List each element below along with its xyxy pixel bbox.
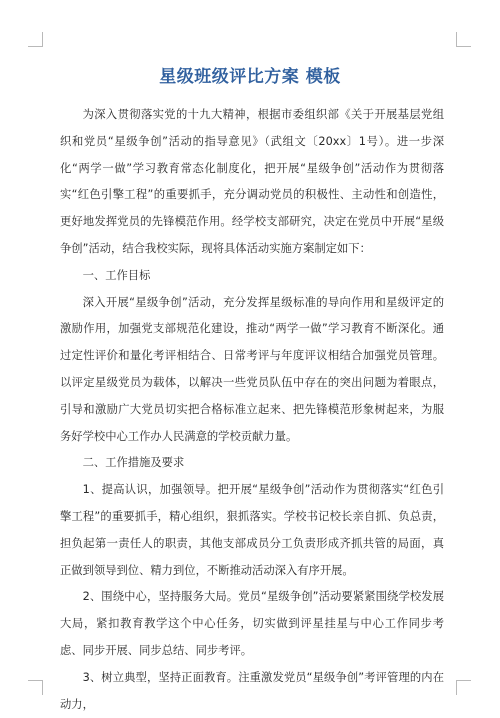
measure-item-1: 1、提高认识，加强领导。把开展“星级争创”活动作为贯彻落实“红色引擎工程”的重要抓手，精心组织，狠抓落实。学校书记校长亲自抓、负总责，担负起第一责任人的职责，其他支部成员分工负责形成齐抓共管的局面，真正做到领导到位、精力到位，不断推动活动深入有序开展。 [60,483,444,577]
section-heading-measures: 二、工作措施及要求 [82,456,185,470]
intro-paragraph: 为深入贯彻落实党的十九大精神，根据市委组织部《关于开展基层党组织和党员“星级争创”活动的指导意见》（武组文〔20xx〕1号）。进一步深化“两学一做”学习教育常态化制度化，把开展“星级争创”活动作为贯彻落实“红色引擎工程”的重要抓手，充分调动党员的积极性、主动性和创造性，更好地发挥党员的先锋模范作用。经学校支部研究，决定在党员中开展“星级争创”活动，结合我校实际，现将具体活动实施方案制定如下： [60,108,444,255]
crop-mark-bottom-right [456,680,471,695]
crop-mark-bottom-left [28,680,43,695]
crop-mark-top-right [456,32,471,47]
crop-mark-top-left [28,32,43,47]
section-heading-goals: 一、工作目标 [82,268,151,282]
document-title: 星级班级评比方案 模板 [159,67,341,87]
document-body [60,102,444,711]
measure-item-3: 3、树立典型，坚持正面教育。注重激发党员“星级争创”考评管理的内在动力， [60,670,444,711]
measure-item-2: 2、围绕中心，坚持服务大局。党员“星级争创”活动要紧紧围绕学校发展大局，紧扣教育教学这个中心任务，切实做到评星挂星与中心工作同步考虑、同步开展、同步总结、同步考评。 [60,590,444,657]
goals-paragraph: 深入开展“星级争创”活动，充分发挥星级标准的导向作用和星级评定的激励作用，加强党支部规范化建设，推动“两学一做”学习教育不断深化。通过定性评价和量化考评相结合、日常考评与年度评议相结合加强党员管理。以评定星级党员为载体，以解决一些党员队伍中存在的突出问题为着眼点，引导和激励广大党员切实把合格标准立起来、把先锋模范形象树起来，为服务好学校中心工作办人民满意的学校贡献力量。 [60,295,444,443]
